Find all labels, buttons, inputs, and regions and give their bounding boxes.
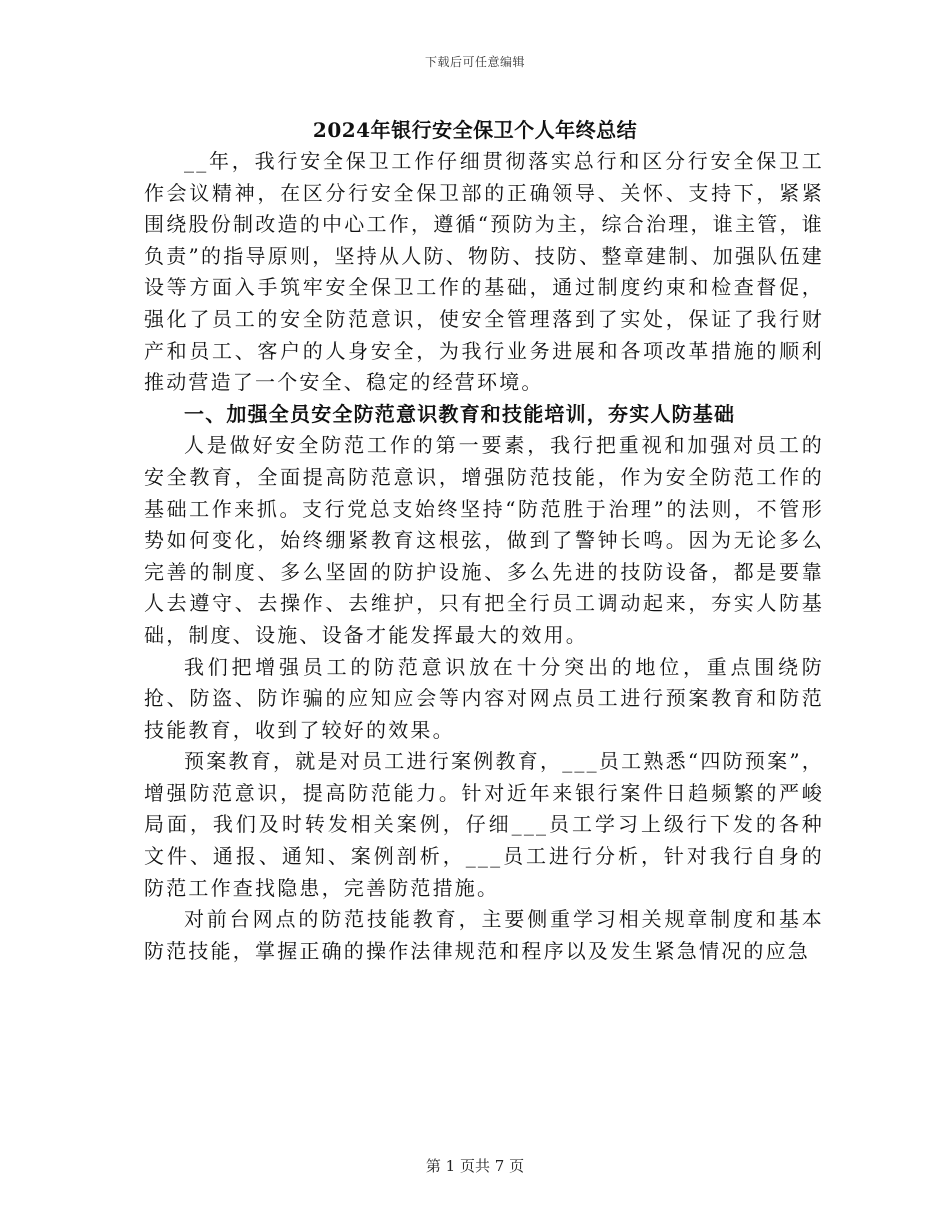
document-body [144, 146, 824, 967]
header-note: 下载后可任意编辑 [424, 55, 525, 69]
body-paragraph: 我们把增强员工的防范意识放在十分突出的地位，重点围绕防抢、防盗、防诈骗的应知应会等内容对网点员工进行预案教育和防范技能教育，收到了较好的效果。 [144, 654, 824, 742]
intro-paragraph: __年，我行安全保卫工作仔细贯彻落实总行和区分行安全保卫工作会议精神，在区分行安全保卫部的正确领导、关怀、支持下，紧紧围绕股份制改造的中心工作，遵循“预防为主，综合治理，谁主管，谁负责”的指导原则，坚持从人防、物防、技防、整章建制、加强队伍建设等方面入手筑牢安全保卫工作的基础，通过制度约束和检查督促，强化了员工的安全防范意识，使安全管理落到了实处，保证了我行财产和员工、客户的人身安全，为我行业务进展和各项改革措施的顺利推动营造了一个安全、稳定的经营环境。 [144, 149, 824, 395]
document-title: 2024年银行安全保卫个人年终总结 [312, 118, 638, 142]
page-number-footer: 第 1 页共 7 页 [425, 1157, 525, 1175]
section-heading-1: 一、加强全员安全防范意识教育和技能培训，夯实人防基础 [184, 401, 736, 426]
body-paragraph: 人是做好安全防范工作的第一要素，我行把重视和加强对员工的安全教育，全面提高防范意识，增强防范技能，作为安全防范工作的基础工作来抓。支行党总支始终坚持“防范胜于治理”的法则，不管形势如何变化，始终绷紧教育这根弦，做到了警钟长鸣。因为无论多么完善的制度、多么坚固的防护设施、多么先进的技防设备，都是要靠人去遵守、去操作、去维护，只有把全行员工调动起来，夯实人防基础，制度、设施、设备才能发挥最大的效用。 [144, 433, 824, 647]
body-paragraph: 对前台网点的防范技能教育，主要侧重学习相关规章制度和基本防范技能，掌握正确的操作法律规范和程序以及发生紧急情况的应急 [144, 907, 824, 963]
body-paragraph: 预案教育，就是对员工进行案例教育，___员工熟悉“四防预案”，增强防范意识，提高防范能力。针对近年来银行案件日趋频繁的严峻局面，我们及时转发相关案例，仔细___员工学习上级行下发的各种文件、通报、通知、案例剖析，___员工进行分析，针对我行自身的防范工作查找隐患，完善防范措施。 [144, 749, 824, 900]
